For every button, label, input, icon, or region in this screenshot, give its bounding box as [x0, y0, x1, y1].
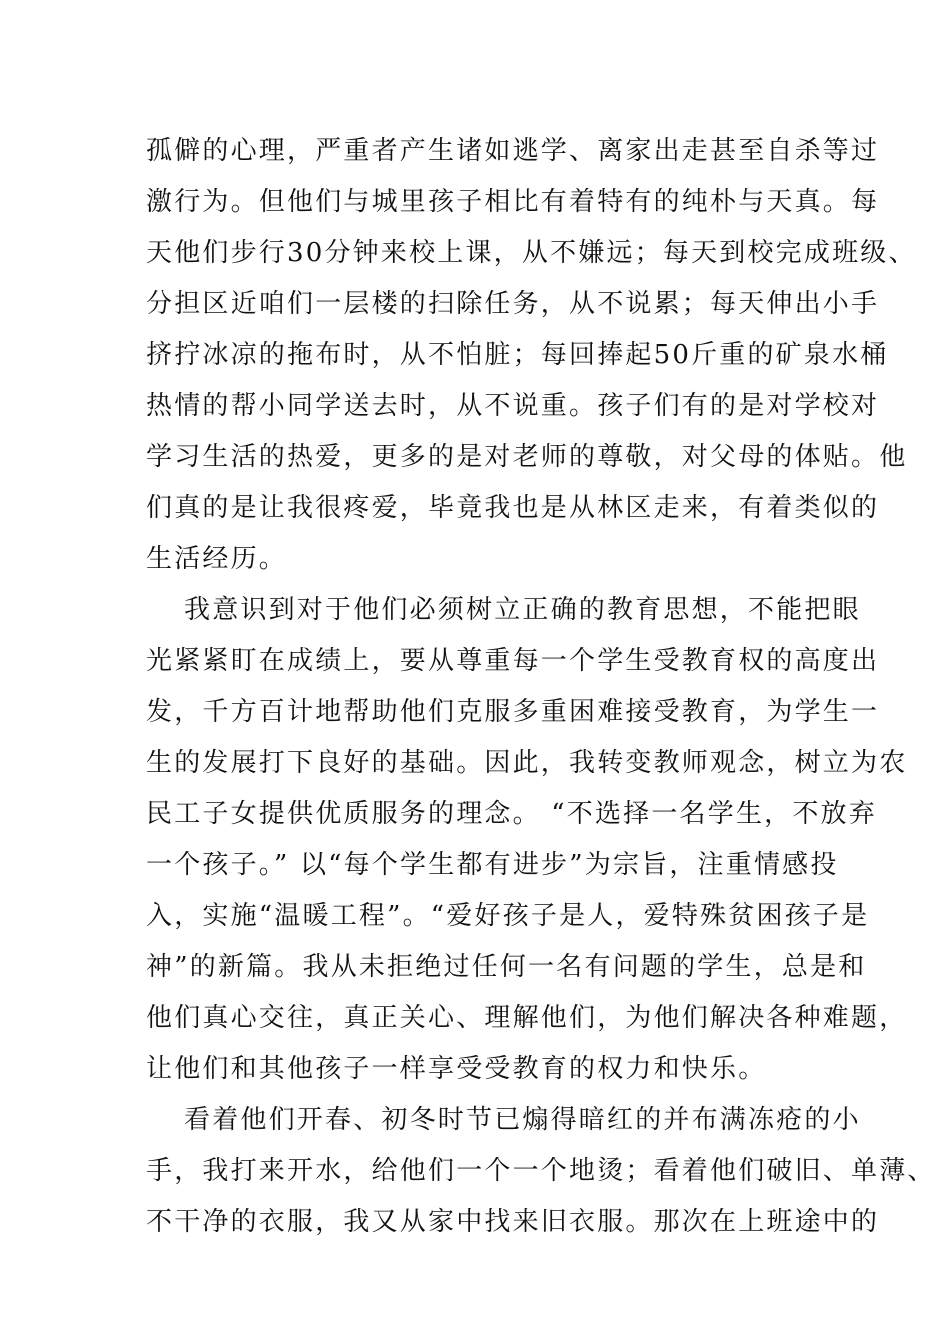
- paragraph-first-line: 我意识到对于他们必须树立正确的教育思想，不能把眼: [184, 595, 861, 625]
- text-line: 挤拧冰凉的拖布时，从不怕脏；每回捧起50斤重的矿泉水桶: [146, 340, 889, 370]
- text-line: 生活经历。: [146, 544, 288, 574]
- text-line: 民工子女提供优质服务的理念。 “不选择一名学生，不放弃: [146, 799, 877, 829]
- text-line: 激行为。但他们与城里孩子相比有着特有的纯朴与天真。每: [146, 187, 880, 217]
- text-line: 们真的是让我很疼爱，毕竟我也是从林区走来，有着类似的: [146, 493, 880, 523]
- text-line: 神”的新篇。我从未拒绝过任何一名有问题的学生，总是和: [146, 952, 867, 982]
- text-line: 他们真心交往，真正关心、理解他们，为他们解决各种难题，: [146, 1003, 908, 1033]
- text-line: 热情的帮小同学送去时，从不说重。孩子们有的是对学校对: [146, 391, 880, 421]
- paragraph-first-line: 看着他们开春、初冬时节已煽得暗红的并布满冻疮的小: [184, 1105, 861, 1135]
- text-line: 发，千方百计地帮助他们克服多重困难接受教育，为学生一: [146, 697, 880, 727]
- text-line: 让他们和其他孩子一样享受受教育的权力和快乐。: [146, 1054, 767, 1084]
- text-line: 分担区近咱们一层楼的扫除任务，从不说累；每天伸出小手: [146, 289, 880, 319]
- text-line: 光紧紧盯在成绩上，要从尊重每一个学生受教育权的高度出: [146, 646, 880, 676]
- text-line: 一个孩子。” 以“每个学生都有进步”为宗旨，注重情感投: [146, 850, 839, 880]
- text-line: 学习生活的热爱，更多的是对老师的尊敬，对父母的体贴。他: [146, 442, 908, 472]
- text-line: 天他们步行30分钟来校上课，从不嫌远；每天到校完成班级、: [146, 238, 917, 268]
- text-line: 孤僻的心理，严重者产生诸如逃学、离家出走甚至自杀等过: [146, 136, 880, 166]
- text-line: 生的发展打下良好的基础。因此，我转变教师观念，树立为农: [146, 748, 908, 778]
- text-line: 入，实施“温暖工程”。“爱好孩子是人，爱特殊贫困孩子是: [146, 901, 870, 931]
- text-line: 手，我打来开水，给他们一个一个地烫；看着他们破旧、单薄、: [146, 1156, 936, 1186]
- text-line: 不干净的衣服，我又从家中找来旧衣服。那次在上班途中的: [146, 1207, 880, 1237]
